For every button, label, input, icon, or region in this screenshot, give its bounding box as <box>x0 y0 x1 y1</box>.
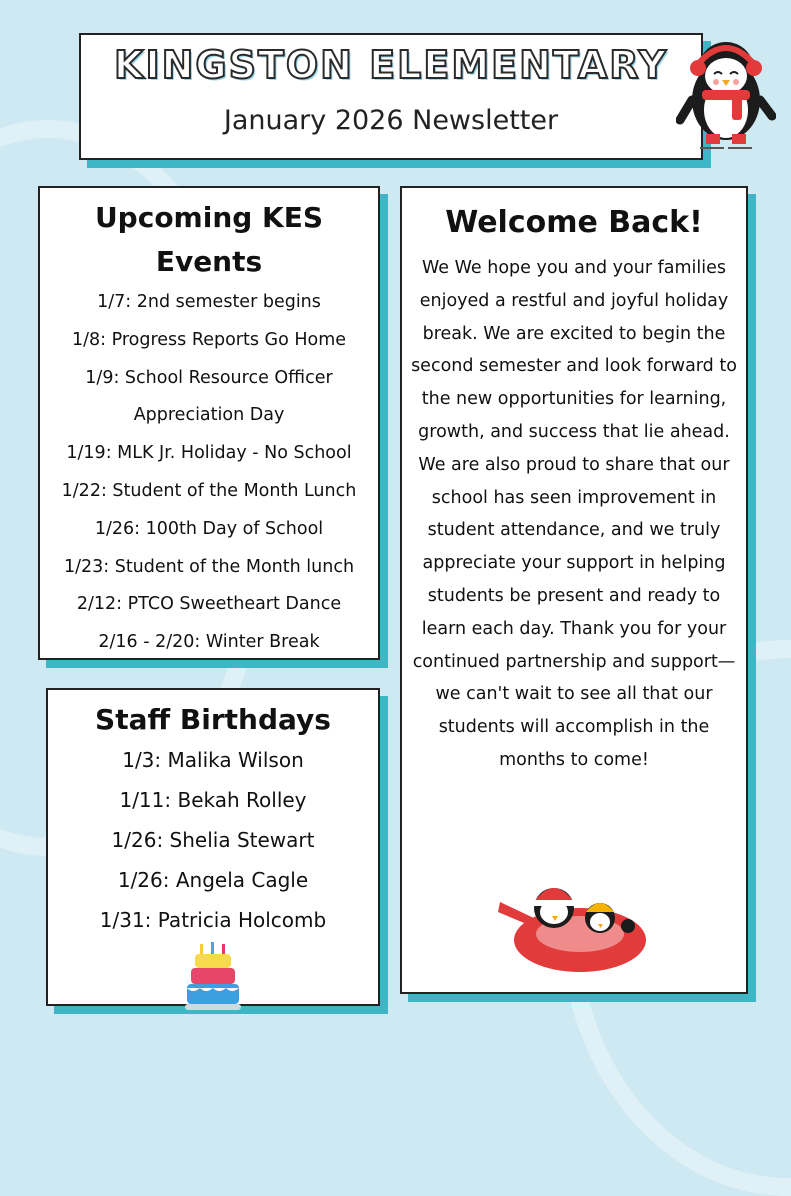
birthdays-heading: Staff Birthdays <box>95 703 331 736</box>
birthday-line: 1/11: Bekah Rolley <box>119 788 307 812</box>
birthday-cake-icon <box>183 942 243 1014</box>
newsletter-title: January 2026 Newsletter <box>223 105 559 136</box>
penguins-sledding-icon <box>496 866 656 976</box>
event-line: 1/7: 2nd semester begins <box>97 292 321 312</box>
birthday-line: 1/26: Angela Cagle <box>117 868 309 892</box>
event-line: 1/9: School Resource Officer <box>85 367 333 388</box>
event-line: 1/23: Student of the Month lunch <box>63 556 355 577</box>
welcome-heading: Welcome Back! <box>445 205 703 240</box>
event-line: Appreciation Day <box>133 405 285 426</box>
birthdays-box <box>46 688 380 1006</box>
events-heading-line: Upcoming KES <box>94 201 324 234</box>
event-line: 1/8: Progress Reports Go Home <box>71 329 347 350</box>
events-heading-line: Events <box>155 245 263 278</box>
events-box <box>38 186 380 660</box>
welcome-body: We We hope you and your families enjoyed a restful and joyful holiday break. We are excited to begin the second semester and look forward to the new opportunities for learning, growth, and success that lie ahead. We are also proud to share that our school has seen improvement in student attendance, and we truly appreciate your support in helping students be present and ready to learn each day. Thank you for your continued partnership and support—we can't wait to see all that our students will accomplish in the months to come! <box>411 258 737 770</box>
birthday-line: 1/26: Shelia Stewart <box>111 828 315 852</box>
event-line: 1/26: 100th Day of School <box>94 518 324 539</box>
birthday-line: 1/31: Patricia Holcomb <box>99 908 327 932</box>
header-box <box>79 33 703 160</box>
event-line: 2/12: PTCO Sweetheart Dance <box>76 594 342 615</box>
penguin-skating-icon <box>676 30 776 155</box>
event-line: 1/19: MLK Jr. Holiday - No School <box>66 443 352 464</box>
birthday-line: 1/3: Malika Wilson <box>122 748 304 772</box>
welcome-box <box>400 186 748 994</box>
event-line: 2/16 - 2/20: Winter Break <box>98 632 320 653</box>
events-heading <box>40 196 378 284</box>
event-line: 1/22: Student of the Month Lunch <box>61 480 357 501</box>
school-name: KINGSTON ELEMENTARY <box>114 43 668 87</box>
